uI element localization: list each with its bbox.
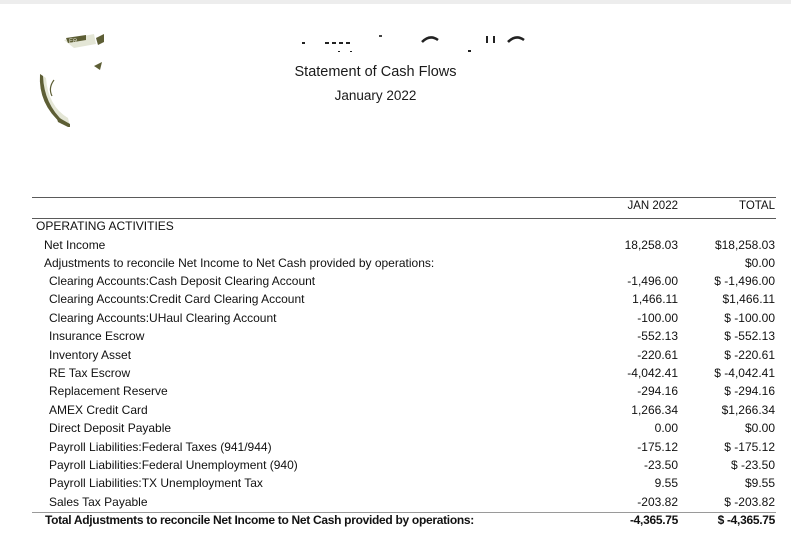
- row-label: Clearing Accounts:Credit Card Clearing Account: [49, 292, 305, 307]
- row-value-jan: 18,258.03: [624, 238, 678, 252]
- table-row: [0, 456, 791, 474]
- row-value-total: $ -100.00: [724, 310, 775, 325]
- row-value-total: $0.00: [744, 421, 775, 436]
- row-label: Sales Tax Payable: [49, 494, 148, 509]
- table-row: [0, 493, 791, 511]
- row-value-jan: -1,496.00: [627, 274, 678, 288]
- row-value-total: $ -552.13: [724, 329, 775, 344]
- table-row: [0, 309, 791, 327]
- table-row: [0, 290, 791, 308]
- row-label: Net Income: [44, 238, 106, 252]
- section-label: OPERATING ACTIVITIES: [36, 219, 174, 233]
- row-value-total: $ -1,496.00: [714, 274, 775, 288]
- row-value-jan: 1,266.34: [631, 402, 678, 417]
- row-value-total: $ -4,042.41: [714, 366, 775, 380]
- row-total-adjustments: [0, 511, 791, 529]
- row-value-jan: -100.00: [637, 310, 678, 325]
- row-value-jan: -552.13: [637, 329, 678, 344]
- row-label: Insurance Escrow: [49, 329, 145, 344]
- column-header-total: TOTAL: [739, 200, 775, 212]
- row-label: Inventory Asset: [49, 347, 132, 362]
- row-value-total: $1,466.11: [722, 292, 775, 307]
- row-label: Direct Deposit Payable: [49, 421, 172, 436]
- row-label: Payroll Liabilities:Federal Taxes (941/944): [49, 439, 272, 454]
- row-label: Payroll Liabilities:TX Unemployment Tax: [49, 476, 263, 491]
- table-row: [0, 364, 791, 382]
- row-value-total: $0.00: [744, 256, 775, 270]
- table-row: [0, 382, 791, 400]
- row-value-jan: -23.50: [643, 458, 678, 472]
- row-value-jan: -4,365.75: [629, 513, 678, 527]
- row-value-jan: -294.16: [637, 384, 678, 399]
- company-name-redacted: [300, 30, 530, 52]
- column-header-jan-2022: JAN 2022: [627, 200, 678, 212]
- section-operating-activities: [0, 217, 791, 235]
- row-label: Total Adjustments to reconcile Net Income to Net Cash provided by operations:: [45, 513, 474, 527]
- row-label: Clearing Accounts:Cash Deposit Clearing Account: [49, 274, 316, 288]
- row-value-jan: -220.61: [637, 347, 678, 362]
- top-border: [0, 0, 791, 4]
- report-period: January 2022: [334, 88, 417, 103]
- row-value-total: $ -4,365.75: [717, 513, 775, 527]
- table-row: [0, 272, 791, 290]
- row-label: AMEX Credit Card: [49, 402, 148, 417]
- row-label: Payroll Liabilities:Federal Unemployment (940): [49, 458, 298, 472]
- row-label: Clearing Accounts:UHaul Clearing Account: [49, 310, 277, 325]
- header-top-rule: [32, 197, 776, 198]
- row-adjustments-header: [0, 254, 791, 272]
- row-label: Replacement Reserve: [49, 384, 168, 399]
- table-row: [0, 327, 791, 345]
- row-value-total: $ -203.82: [724, 494, 775, 509]
- row-value-jan: -4,042.41: [627, 366, 678, 380]
- report-title: Statement of Cash Flows: [294, 64, 457, 80]
- row-value-total: $9.55: [744, 476, 775, 491]
- row-value-total: $ -175.12: [724, 439, 775, 454]
- row-value-jan: 9.55: [654, 476, 678, 491]
- row-value-total: $18,258.03: [714, 238, 775, 252]
- svg-text:ER: ER: [69, 39, 78, 45]
- row-value-total: $ -294.16: [724, 384, 775, 399]
- row-value-jan: -203.82: [637, 494, 678, 509]
- row-net-income: [0, 236, 791, 254]
- row-value-total: $1,266.34: [721, 402, 775, 417]
- table-row: [0, 419, 791, 437]
- row-value-total: $ -23.50: [730, 458, 775, 472]
- row-value-total: $ -220.61: [724, 347, 775, 362]
- table-row: [0, 438, 791, 456]
- row-value-jan: 1,466.11: [632, 292, 678, 307]
- row-label: RE Tax Escrow: [49, 366, 131, 380]
- row-value-jan: 0.00: [654, 421, 678, 436]
- table-row: [0, 474, 791, 492]
- row-value-jan: -175.12: [637, 439, 678, 454]
- table-row: [0, 346, 791, 364]
- table-row: [0, 401, 791, 419]
- row-label: Adjustments to reconcile Net Income to Net Cash provided by operations:: [44, 256, 435, 270]
